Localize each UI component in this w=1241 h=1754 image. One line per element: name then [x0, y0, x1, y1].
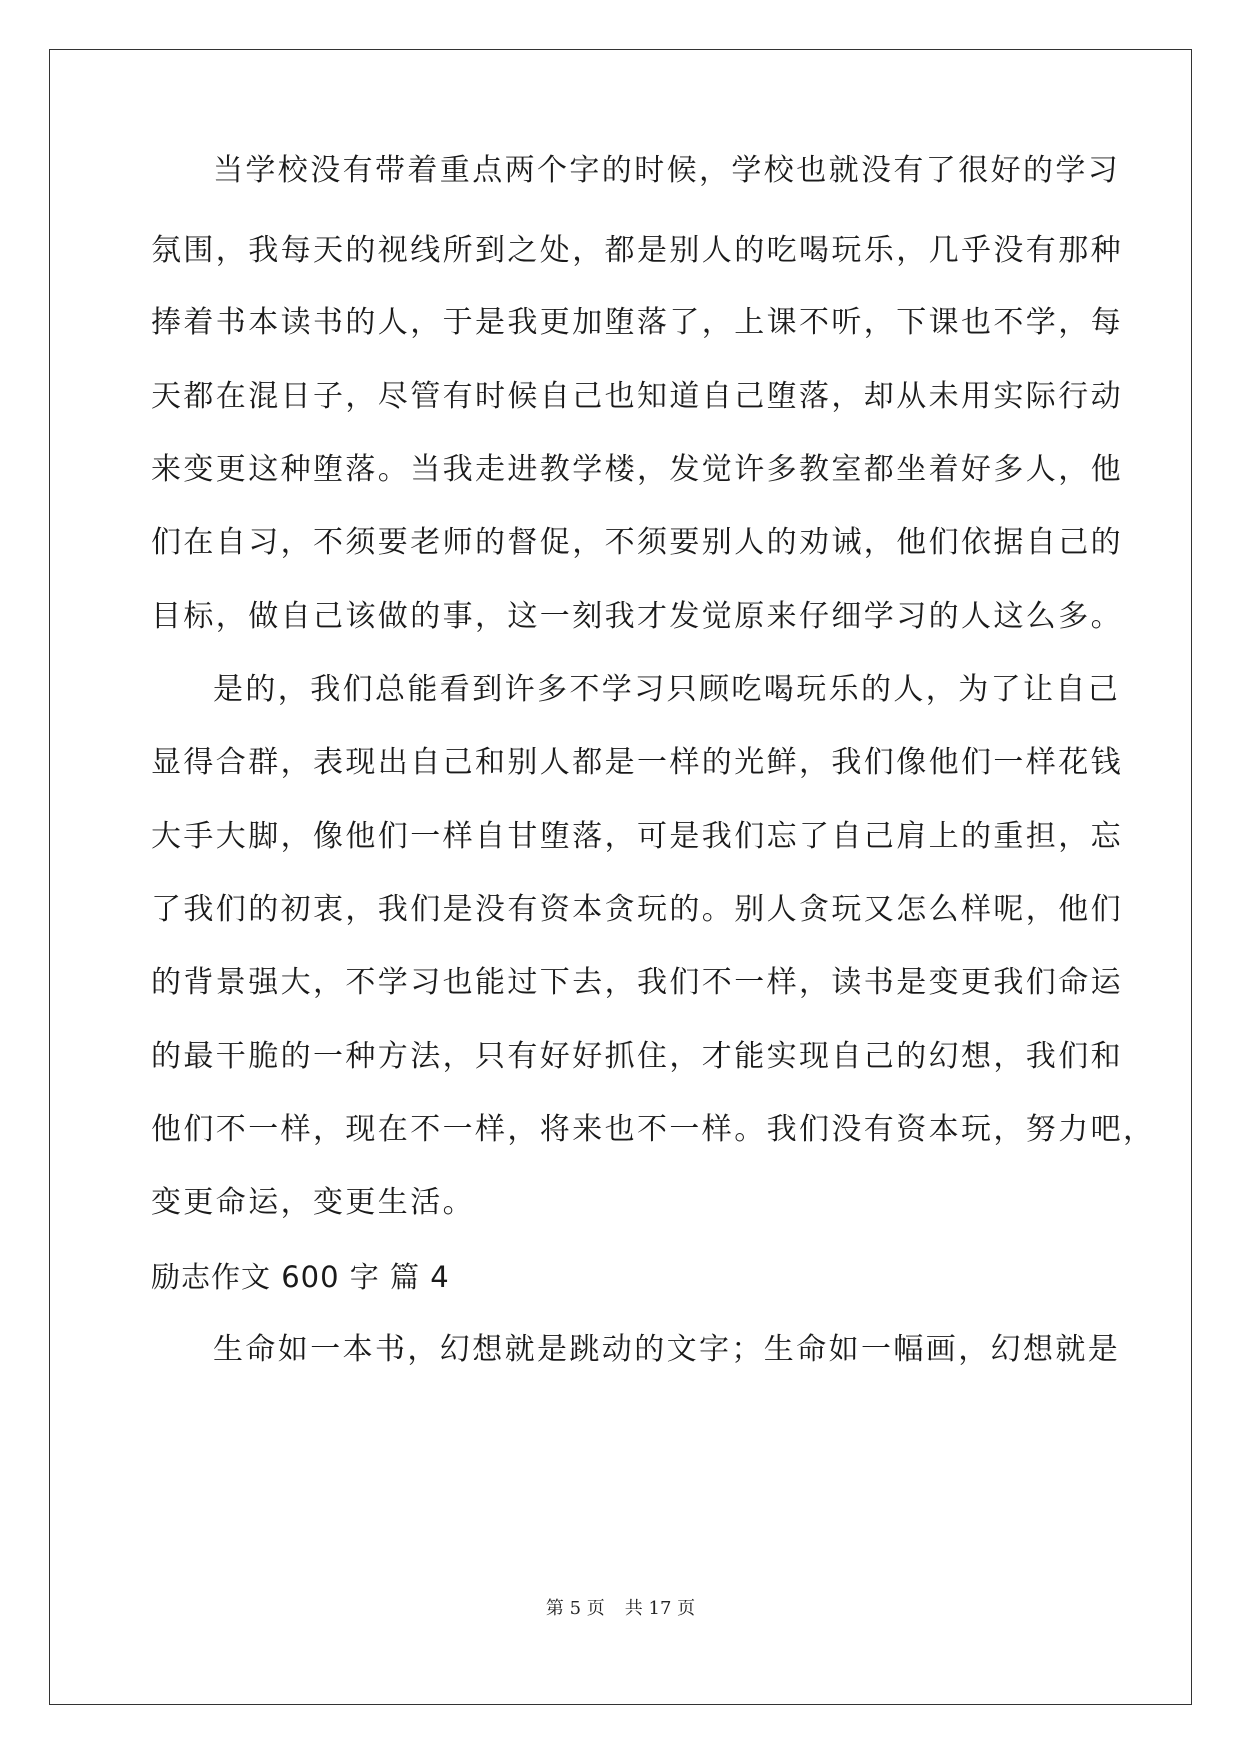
- paragraph-2-line-7: 他们不一样，现在不一样，将来也不一样。我们没有资本玩，努力吧，: [151, 1112, 1156, 1147]
- paragraph-1-line-1: 当学校没有带着重点两个字的时候，学校也就没有了很好的学习: [213, 153, 1121, 188]
- paragraph-1-line-2: 氛围，我每天的视线所到之处，都是别人的吃喝玩乐，几乎没有那种: [151, 233, 1123, 268]
- paragraph-1-line-7: 目标，做自己该做的事，这一刻我才发觉原来仔细学习的人这么多。: [151, 599, 1123, 634]
- paragraph-2-line-4: 了我们的初衷，我们是没有资本贪玩的。别人贪玩又怎么样呢，他们: [151, 892, 1123, 927]
- paragraph-2-line-2: 显得合群，表现出自己和别人都是一样的光鲜，我们像他们一样花钱: [151, 745, 1123, 780]
- paragraph-2-line-6: 的最干脆的一种方法，只有好好抓住，才能实现自己的幻想，我们和: [151, 1039, 1123, 1074]
- paragraph-2-line-3: 大手大脚，像他们一样自甘堕落，可是我们忘了自己肩上的重担，忘: [151, 819, 1123, 854]
- section-heading: 励志作文 600 字 篇 4: [151, 1260, 450, 1294]
- paragraph-2-line-8: 变更命运，变更生活。: [151, 1185, 475, 1220]
- paragraph-2-line-5: 的背景强大，不学习也能过下去，我们不一样，读书是变更我们命运: [151, 965, 1123, 1000]
- paragraph-1-line-4: 天都在混日子，尽管有时候自己也知道自己堕落，却从未用实际行动: [151, 379, 1123, 414]
- page-footer: [0, 1597, 1241, 1621]
- paragraph-2-line-1: 是的，我们总能看到许多不学习只顾吃喝玩乐的人，为了让自己: [213, 672, 1121, 707]
- paragraph-1-line-6: 们在自习，不须要老师的督促，不须要别人的劝诫，他们依据自己的: [151, 525, 1123, 560]
- page-total: 共 17 页: [624, 1598, 696, 1619]
- paragraph-3-line-1: 生命如一本书，幻想就是跳动的文字；生命如一幅画，幻想就是: [213, 1332, 1121, 1367]
- page-border: [49, 49, 1192, 1705]
- page-number: 第 5 页: [545, 1598, 605, 1619]
- paragraph-1-line-3: 捧着书本读书的人，于是我更加堕落了，上课不听，下课也不学，每: [151, 305, 1123, 340]
- paragraph-1-line-5: 来变更这种堕落。当我走进教学楼，发觉许多教室都坐着好多人，他: [151, 452, 1123, 487]
